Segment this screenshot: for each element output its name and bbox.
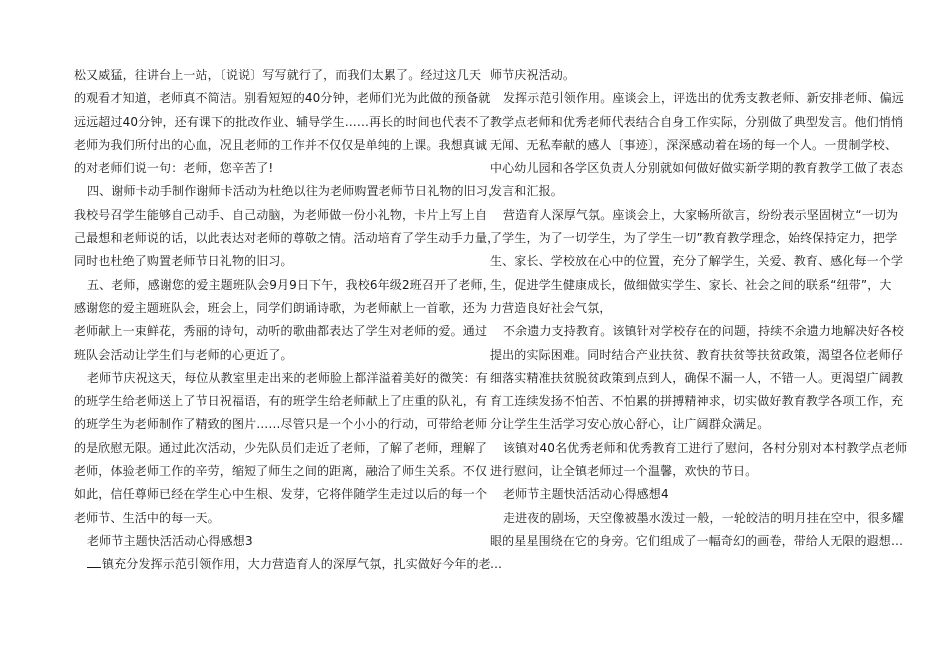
text-line: 老师为我们所付出的心血，况且老师的工作并不仅仅是单纯的上课。我想真诚 [74, 137, 488, 152]
text-line: 了学生，为了一切学生，为了学生一切”教育教学理念，始终保持定力，把学 [490, 231, 898, 246]
paragraph-start-line: 四、谢师卡动手制作谢师卡活动为杜绝以往为老师购置老师节日礼物的旧习， [87, 184, 501, 199]
text-line: 的对老师们说一句：老师，您辛苦了! [74, 161, 274, 176]
text-line: 的是欣慰无限。通过此次活动，少先队员们走近了老师，了解了老师，理解了 [74, 440, 488, 455]
text-line: 远远超过40分钟，还有课下的批改作业、辅导学生……再长的时间也代表不了 [74, 114, 491, 129]
text-line: 生、家长、学校放在心中的位置，充分了解学生，关爱、教育、感化每一个学 [490, 254, 904, 269]
text-line: 班队会活动让学生们与老师的心更近了。 [74, 347, 293, 362]
text-line: 己最想和老师说的话，以此表达对老师的尊敬之情。活动培育了学生动手力量， [74, 231, 500, 246]
text-line: 发言和汇报。 [490, 184, 563, 199]
text-line: … [490, 557, 503, 572]
text-line: 细落实精准扶贫脱贫政策到点到人，确保不漏一人，不错一人。更渴望广阔教 [490, 370, 904, 385]
paragraph-start-line: 五、老师，感谢您的爱主题班队会9月9日下午，我校6年级2班召开了老师， [87, 277, 495, 292]
paragraph-start-line: 营造育人深厚气氛。座谈会上，大家畅所欲言，纷纷表示坚固树立“一切为 [503, 207, 899, 222]
text-line: 提出的实际困难。同时结合产业扶贫、教育扶贫等扶贫政策，渴望各位老师仔 [490, 347, 904, 362]
text-line: 老师节、生活中的每一天。 [74, 510, 220, 525]
text-line: 的班学生给老师送上了节日祝福语，有的班学生给老师献上了庄重的队礼，有 [74, 394, 488, 409]
text-line: 中心幼儿园和各学区负责人分别就如何做好做实新学期的教育教学工做了表态 [490, 161, 904, 176]
text-line: 松又威猛，往讲台上一站，〔说说〕写写就行了，而我们太累了。经过这几天 [74, 68, 482, 82]
text-line: 分让学生生活学习安心放心舒心，让广阔群众满足。 [490, 417, 770, 432]
text-line: 老师献上一束鲜花，秀丽的诗句，动听的歌曲都表达了学生对老师的爱。通过 [74, 324, 488, 339]
paragraph-start-line: 走进夜的剧场，天空像被墨水泼过一般，一轮皎洁的明月挂在空中，很多耀 [503, 510, 904, 525]
text-line: 我校号召学生能够自己动手、自己动脑，为老师做一份小礼物，卡片上写上自 [74, 207, 488, 222]
blank-underline [87, 554, 101, 568]
text-line: 的班学生为老师制作了精致的图片……尽管只是一个小小的行动，可带给老师 [74, 417, 488, 432]
text-line: 育工连续发扬不怕苦、不怕累的拼搏精神求，切实做好教育教学各项工作，充 [490, 394, 904, 409]
text-line: 的观看才知道，老师真不简洁。别看短短的40分钟，老师们光为此做的预备就 [74, 91, 491, 106]
text-line: 进行慰问，让全镇老师过一个温馨，欢快的节日。 [490, 464, 758, 479]
text-line: 生，促进学生健康成长，做细做实学生、家长、社会之间的联系“纽带”，大 [490, 277, 892, 292]
paragraph-start-line: 不余遗力支持教育。该镇针对学校存在的问题，持续不余遗力地解决好各校 [503, 324, 904, 339]
text-line: 眼的星星围绕在它的身旁。它们组成了一幅奇幻的画卷，带给人无限的遐想… [490, 533, 904, 548]
section-heading: 老师节主题快活活动心得感想3 [87, 533, 253, 548]
text-line: 如此，信任尊师已经在学生心中生根、发芽，它将伴随学生走过以后的每一个 [74, 487, 488, 502]
text-line: 镇充分发挥示范引领作用，大力营造育人的深厚气氛，扎实做好今年的老 [102, 557, 491, 572]
text-line: 教学点老师和优秀老师代表结合自身工作实际，分别做了典型发言。他们悄悄 [490, 114, 904, 129]
paragraph-start-line: 发挥示范引领作用。座谈会上，评选出的优秀支教老师、新安排老师、偏远 [503, 91, 904, 106]
text-line: 同时也杜绝了购置老师节日礼物的旧习。 [74, 254, 293, 269]
section-heading: 老师节主题快活活动心得感想4 [503, 487, 669, 502]
paragraph-start-line [74, 553, 491, 576]
text-line: 无闻、无私奉献的感人〔事迹〕，深深感动着在场的每一个人。一贯制学校、 [490, 137, 898, 152]
text-line: 力营造良好社会气氛， [490, 300, 612, 315]
text-line: 师节庆祝活动。 [490, 68, 576, 82]
text-line: 感谢您的爱主题班队会，班会上，同学们朗诵诗歌，为老师献上一首歌，还为 [74, 300, 488, 315]
text-line: 老师，体验老师工作的辛劳，缩短了师生之间的距离，融洽了师生关系。不仅 [74, 464, 488, 479]
paragraph-start-line: 该镇对40名优秀老师和优秀教育工进行了慰问，各村分别对本村教学点老师 [503, 440, 908, 455]
paragraph-start-line: 老师节庆祝这天，每位从教室里走出来的老师脸上都洋溢着美好的微笑：有 [87, 370, 488, 385]
left-column [74, 64, 501, 577]
right-column [490, 64, 908, 577]
